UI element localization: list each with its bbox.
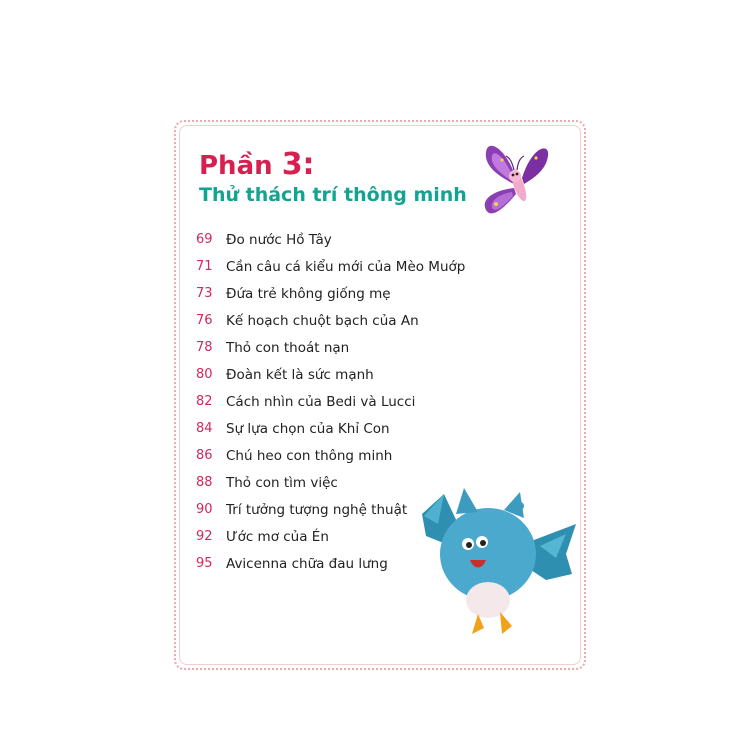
toc-page-number: 73 (196, 286, 213, 301)
toc-page-number: 76 (196, 313, 213, 328)
toc-item[interactable] (196, 361, 465, 388)
toc-page-number: 82 (196, 394, 213, 409)
part-heading (199, 147, 315, 182)
toc-item[interactable] (196, 415, 465, 442)
toc-title: Cách nhìn của Bedi và Lucci (226, 393, 416, 410)
toc-title: Sự lựa chọn của Khỉ Con (226, 420, 390, 437)
toc-item[interactable] (196, 388, 465, 415)
toc-page-number: 95 (196, 556, 213, 571)
toc-page-number: 69 (196, 232, 213, 247)
toc-item[interactable] (196, 280, 465, 307)
toc-page-number: 84 (196, 421, 213, 436)
toc-title: Chú heo con thông minh (226, 447, 393, 464)
blue-bat-illustration (416, 484, 582, 644)
toc-item[interactable] (196, 334, 465, 361)
toc-item[interactable] (196, 442, 465, 469)
toc-page-number: 86 (196, 448, 213, 463)
toc-title: Đứa trẻ không giống mẹ (226, 285, 391, 302)
part-number: 3: (281, 147, 315, 182)
toc-item[interactable] (196, 307, 465, 334)
part-label: Phần (199, 151, 273, 181)
toc-item[interactable] (196, 253, 465, 280)
section-title: Thử thách trí thông minh (199, 184, 467, 206)
toc-page-number: 88 (196, 475, 213, 490)
toc-title: Cần câu cá kiểu mới của Mèo Muớp (226, 258, 466, 275)
toc-title: Kế hoạch chuột bạch của An (226, 312, 419, 329)
toc-title: Avicenna chữa đau lưng (226, 555, 388, 572)
toc-title: Thỏ con thoát nạn (226, 339, 350, 356)
toc-page-number: 92 (196, 529, 213, 544)
toc-title: Thỏ con tìm việc (226, 474, 338, 491)
toc-title: Đo nước Hồ Tây (226, 231, 332, 248)
toc-page-number: 90 (196, 502, 213, 517)
toc-page-number: 78 (196, 340, 213, 355)
toc-title: Đoàn kết là sức mạnh (226, 366, 374, 383)
toc-page-number: 71 (196, 259, 213, 274)
toc-page-number: 80 (196, 367, 213, 382)
butterfly-illustration (476, 138, 558, 230)
toc-item[interactable] (196, 226, 465, 253)
toc-title: Trí tưởng tượng nghệ thuật (226, 501, 408, 518)
toc-title: Ước mơ của Én (226, 528, 329, 545)
